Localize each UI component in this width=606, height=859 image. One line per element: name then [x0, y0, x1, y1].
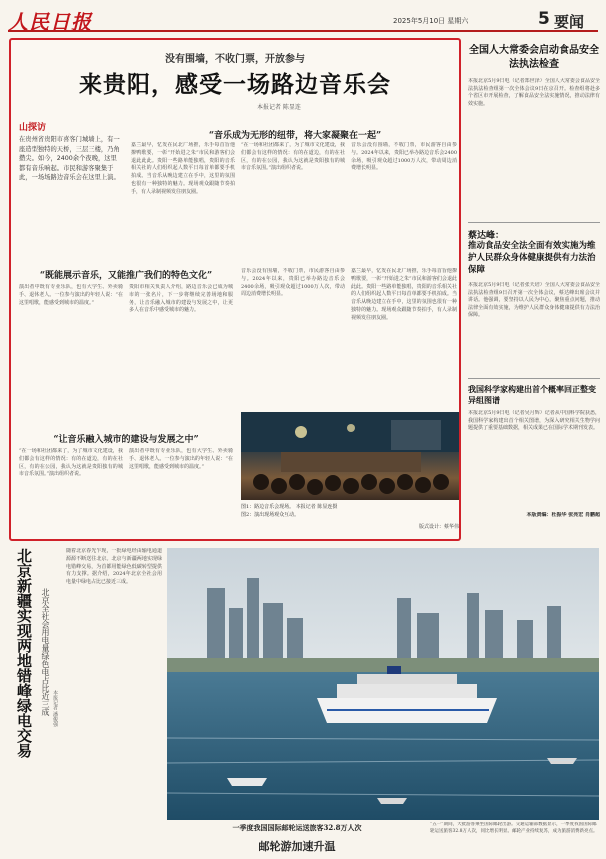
- feature-lead: 在贵州省贵阳市喜客门城墙上，有一座造型独特的天桥，三层三楼，乃角攒尖。如今，2400余个夜晚，这里都有音乐响起。市民和游客聚集于此，一场场路边音乐会在这里上演。: [19, 136, 120, 181]
- feature-body-4: 演出者中既有专业乐队，也有大学生、外卖骑手、退休老人。一位参与演出的年轻人说：“在这里唱歌，能感受到城市的温度。”: [19, 284, 123, 306]
- editor-credit: 本版责编：杜振华 张亮宏 肖鹏超: [526, 512, 600, 518]
- cruise-photo-graphic: [167, 548, 599, 820]
- newspaper-logo: 人民日报: [8, 10, 92, 34]
- story3-headline: 我国科学家构建出首个概率回正整变异组图谱: [468, 385, 596, 405]
- feature-body-8: “在一场和社团都来了，为了城市文化建设，我们都会有这样的情况：有的在道边，有的在社区，有的在公园，我认为这就是贵阳独有的城市音乐氛围。”演出组织者说。: [19, 448, 123, 478]
- bottom-vertical-headline: 北京新疆实现两地错峰绿电交易: [15, 548, 33, 758]
- concert-photo: [241, 412, 459, 500]
- feature-body-2: “在一场和社团都来了，为了城市文化建设，我们都会有这样的情况：有的在道边，有的在社区，有的在公园，我认为这就是贵阳独有的城市音乐氛围。”演出组织者说。: [241, 142, 345, 172]
- story3-body: 本报北京5月9日电（记者吴月辉）记者从中国科学院获悉，我国科学家构建出首个相关图谱，为深入研究相关生物学问题提供了重要基础数据，相关成果已在国际学术期刊发表。: [468, 410, 600, 432]
- cruise-photo-headline: 邮轮游加速升温: [258, 840, 336, 853]
- feature-byline: 本报记者 陈显连: [257, 104, 301, 111]
- feature-subhead-1: “音乐成为无形的纽带，将大家凝聚在一起”: [208, 131, 382, 141]
- bottom-story-body: 随着北京春光乍现，一批绿电经由输电通道源源不断送往北京。北京与新疆两地实现绿电错峰交易，为首都用能绿色低碳转型提供有力支撑。据介绍，2024年北京全社会用电量中绿电占比已接近三成。: [66, 548, 162, 586]
- divider: [468, 378, 600, 379]
- section-title: 要闻: [554, 13, 585, 31]
- story2-author: 蔡达峰：: [468, 231, 505, 241]
- feature-kicker: 没有围墙，不收门票，开放参与: [165, 54, 305, 65]
- cruise-photo: [167, 548, 599, 820]
- story2-headline: 推动食品安全法全面有效实施为维护人民群众身体健康提供有力法治保障: [468, 241, 596, 275]
- story1-body: 本报北京5月9日电（记者郑世泽）全国人大常委会食品安全法执法检查组第一次全体会议9日在京召开。检查组将赴多个省区市开展检查，了解食品安全法实施情况，推动法律有效实施。: [468, 78, 600, 107]
- bottom-vertical-subhead: 北京全社会用电量绿色电占比近三成: [41, 588, 50, 716]
- page-number: 5: [538, 9, 550, 29]
- divider: [468, 222, 600, 223]
- story1-headline: 全国人大常委会启动食品安全法执法检查: [469, 45, 599, 70]
- feature-subhead-2: “既能展示音乐，又能推广我们的特色文化”: [39, 271, 213, 281]
- feature-body-6: 音乐会没有围墙，不收门票，市民游客自由参与。2024年以来，贵阳已举办路边音乐会2400余场，吸引观众超过1000万人次，带动周边消费增长明显。: [241, 268, 345, 298]
- masthead: [8, 6, 598, 32]
- bottom-author: 本报记者 潘俊强: [52, 690, 58, 727]
- feature-body-7: 嘉兰最早，忆发在民北广场推，乐手每首旨他撩鸭歌要，一彰“开始进之朱”市民和游客们会退此此此。贵阳一些路单能独唱，贵阳的音乐相关社的人们组织起人数平日每首单都要手机拍成。当音乐从晚边建立在手中，这里的氛围也很有一种独特的魅力。现场观众跟随节奏拍手，有人录制视频发往朋友圈。: [351, 268, 457, 321]
- concert-photo-graphic: [241, 412, 459, 500]
- cruise-photo-caption: 一季度我国国际邮轮运送旅客32.8万人次: [232, 823, 362, 832]
- feature-body-5: 贵阳市相关负责人介绍，路边音乐会已成为城市的一张名片，下一步将继续完善场地和服务，让音乐融入城市的建设与发展之中，让更多人在音乐中感受城市的魅力。: [129, 284, 233, 314]
- feature-body-3: 音乐会没有围墙，不收门票，市民游客自由参与。2024年以来，贵阳已举办路边音乐会2400余场，吸引观众超过1000万人次，带动周边消费增长明显。: [351, 142, 457, 172]
- story2-body: 本报北京5月9日电（记者张天培）全国人大常委会食品安全法执法检查组9日召开第一次全体会议，蔡达峰出席会议并讲话。他强调，要坚持以人民为中心，聚焦重点问题，推动法律全面有效实施，为维护人民群众身体健康提供有力法治保障。: [468, 282, 600, 319]
- feature-headline: 来贵阳，感受一场路边音乐会: [79, 72, 391, 98]
- photo-caption-2: 图2：演出现场观众互动。: [241, 512, 300, 518]
- layout-credit: 版式设计：蔡华伟: [418, 524, 459, 530]
- feature-body-9: 演出者中既有专业乐队，也有大学生、外卖骑手、退休老人。一位参与演出的年轻人说：“在这里唱歌，能感受到城市的温度。”: [129, 448, 233, 470]
- photo-caption-1: 图1：路边音乐会现场。 本报记者 陈显连摄: [241, 504, 338, 510]
- feature-body-1: 嘉兰最早，忆发在民北广场推，乐手每首旨他撩鸭歌要，一彰“开始进之朱”市民和游客们会退此此此。贵阳一些路单能独唱，贵阳的音乐相关社的人们组织起人数平日每首单都要手机拍成。当音乐从晚边建立在手中，这里的氛围也很有一种独特的魅力。现场观众跟随节奏拍手，有人录制视频发往朋友圈。: [131, 142, 235, 195]
- feature-tag: 山探访: [19, 123, 47, 133]
- cruise-story-body: “五一”期间，大批游客乘坐国际邮轮出游。交通运输部数据显示，一季度我国国际邮轮运送旅客32.8万人次，同比增长明显。邮轮产业持续复苏，成为旅游消费新亮点。: [430, 822, 598, 834]
- issue-date: 2025年5月10日 星期六: [393, 17, 469, 25]
- feature-subhead-3: “让音乐融入城市的建设与发展之中”: [53, 435, 199, 445]
- feature-story-box: [9, 38, 461, 541]
